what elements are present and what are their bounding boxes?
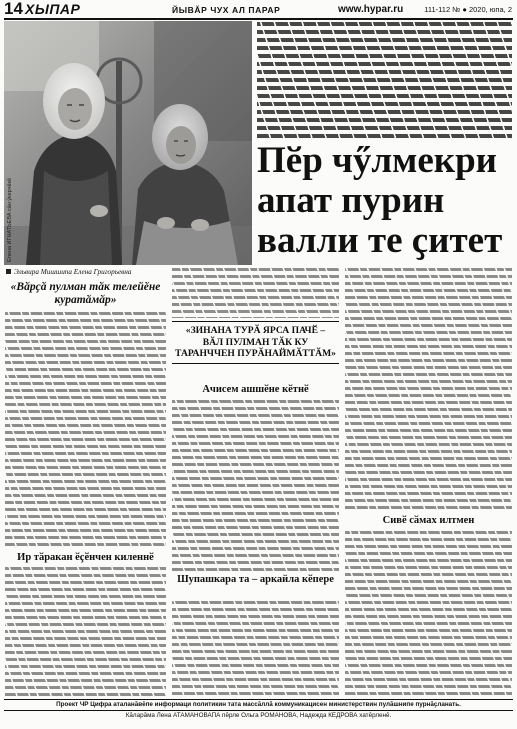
footer-project: Проект ЧР Цифра аталанӑвӗпе информаци политикин тата массӑллӑ коммуникацисен министерствин пулӑшнипе пурнӑҫланать. xyxy=(56,701,461,708)
body-text-right-2 xyxy=(345,531,512,697)
body-text-left-2 xyxy=(5,567,166,697)
photo-caption-text: Эльвира Мишшипа Елена Григорьевна xyxy=(14,268,132,276)
subhead-middle-1: Ачисем ашшӗне кӗтнӗ xyxy=(202,384,309,395)
website: www.hypar.ru xyxy=(338,4,404,15)
subhead-right: Сивӗ сӑмах илтмен xyxy=(382,515,475,526)
pull-quote: «ЗИНАНА ТУРӐ ЯРСА ПАЧӖ – ВӐЛ ПУЛМАН ТӐК КУ ТАРАНЧЧЕН ПУРӐНАЙМӐТТӐМ» xyxy=(172,321,339,364)
woman-right-hand-2 xyxy=(191,219,209,231)
footer-rule-middle xyxy=(4,710,513,711)
page-number: 14 xyxy=(4,0,23,18)
woman-right-face xyxy=(166,126,196,164)
footer-credits: Кӑларӑма Лена АТАМАНОВАПА пӗрле Ольга РОМАНОВА, Надежда КЕДРОВА хатӗрленӗ. xyxy=(125,712,392,719)
section-title: ЙЫВӐР ЧУХ АЛ ПАРАР xyxy=(172,5,281,15)
woman-left-apron xyxy=(40,171,112,265)
photo-credit: Елена ИГНАТЬЕВА сӑн ӳкерчӗкӗ xyxy=(7,177,13,262)
woman-right-hand xyxy=(157,217,175,229)
body-text-middle-3 xyxy=(172,601,339,697)
footer-rule-top xyxy=(4,699,513,700)
intro-text xyxy=(257,22,512,138)
newspaper-name: ХЫПАР xyxy=(25,1,81,17)
headline-line-1: Пӗр чӳлмекри xyxy=(257,140,497,181)
photo-caption xyxy=(6,268,131,277)
issue-info: 111-112 № ● 2020, юпа, 2 xyxy=(424,5,512,14)
woman-left-face xyxy=(58,88,92,130)
lead-quote-subheadline: «Вӑрҫӑ пулман тӑк телейӗне куратӑмӑр» xyxy=(10,281,161,306)
headline-line-2: апат пурин xyxy=(257,180,445,221)
article-photo xyxy=(4,21,252,265)
caption-bullet-icon xyxy=(6,269,11,274)
headline xyxy=(257,141,512,261)
subhead-left: Ир тӑракан ӗҫӗнчен киленнӗ xyxy=(17,552,154,563)
body-text-middle-2 xyxy=(172,400,339,571)
header-rule xyxy=(4,18,513,20)
woman-left-hand xyxy=(90,205,108,217)
body-text-middle-1 xyxy=(172,268,339,318)
subhead-middle-2: Шупашкара та – аркайла кӗпере xyxy=(177,574,334,585)
body-text-left-1 xyxy=(5,312,166,550)
body-text-right-1 xyxy=(345,268,512,512)
headline-line-3: валли те ҫитет xyxy=(257,220,503,261)
